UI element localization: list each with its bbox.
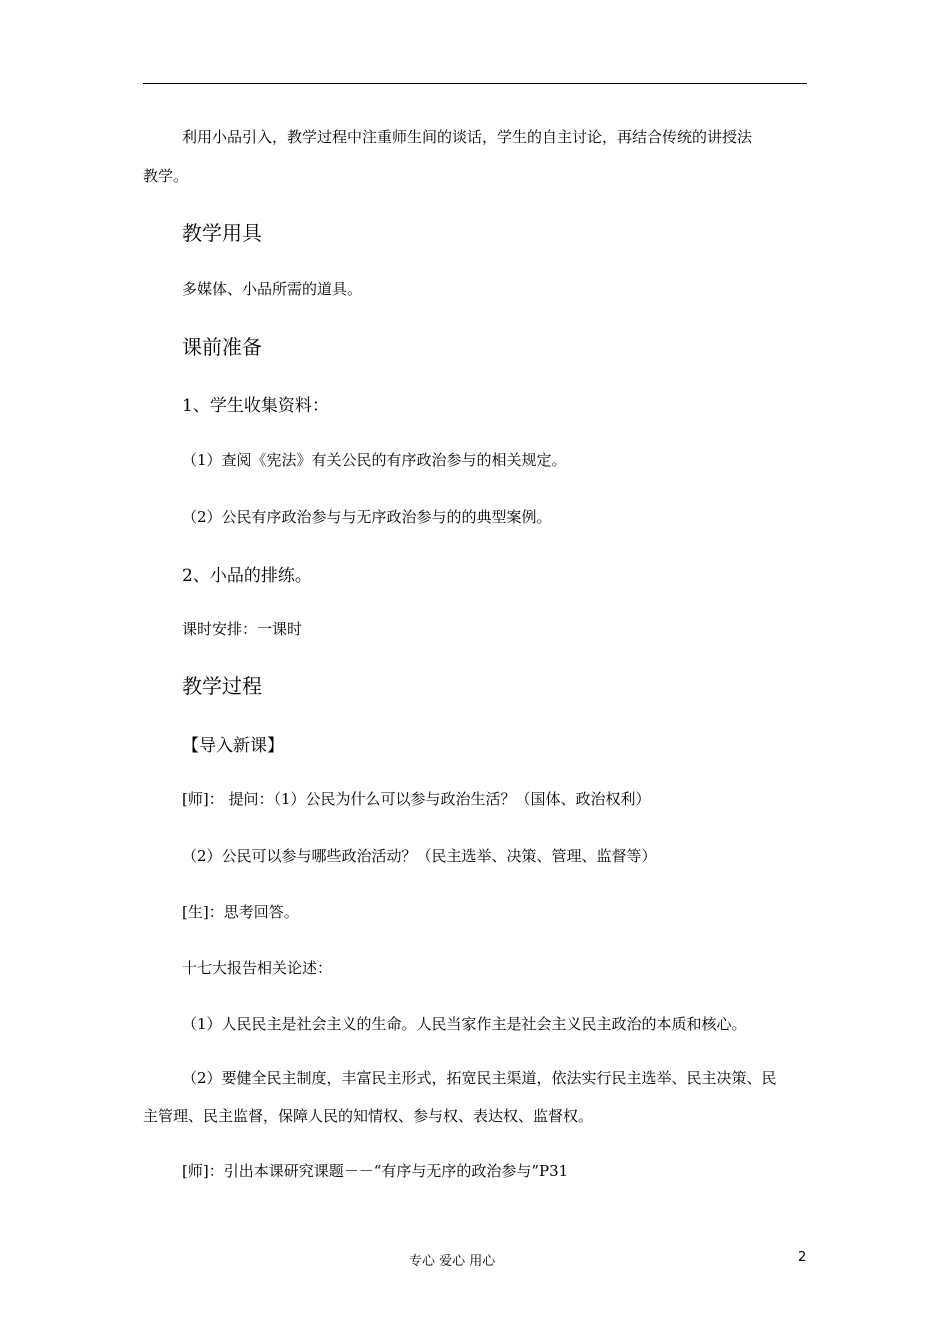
intro-section-label: 【导入新课】 [182,736,284,756]
process-heading: 教学过程 [182,674,262,698]
report-item-2-line-1: （2）要健全民主制度，丰富民主形式，拓宽民主渠道，依法实行民主选举、民主决策、民 [182,1069,777,1087]
tools-heading: 教学用具 [182,221,262,245]
page-number: 2 [798,1250,807,1265]
prep-item-1a: （1）查阅《宪法》有关公民的有序政治参与的相关规定。 [182,451,567,469]
prep-item-1: 1、学生收集资料： [182,396,329,416]
student-answer: [生]：思考回答。 [182,903,299,921]
footer-motto: 专心 爱心 用心 [409,1254,496,1269]
report-item-1: （1）人民民主是社会主义的生命。人民当家作主是社会主义民主政治的本质和核心。 [182,1015,747,1033]
prep-item-1b: （2）公民有序政治参与与无序政治参与的的典型案例。 [182,508,552,526]
tools-text: 多媒体、小品所需的道具。 [182,280,363,298]
teacher-question: [师]： 提问：（1）公民为什么可以参与政治生活？（国体、政治权利） [182,790,651,808]
prep-heading: 课前准备 [182,335,262,359]
teacher-question-2: （2）公民可以参与哪些政治活动？（民主选举、决策、管理、监督等） [182,847,657,865]
report-heading: 十七大报告相关论述： [182,959,333,977]
teacher-intro: [师]：引出本课研究课题－－“有序与无序的政治参与”P31 [182,1162,569,1180]
intro-paragraph-line-2: 教学。 [143,167,189,185]
report-item-2-line-2: 主管理、民主监督，保障人民的知情权、参与权、表达权、监督权。 [143,1107,594,1125]
prep-item-2: 2、小品的排练。 [182,566,312,586]
intro-paragraph-line-1: 利用小品引入，教学过程中注重师生间的谈话，学生的自主讨论，再结合传统的讲授法 [182,128,753,146]
header-rule [143,83,807,84]
schedule-text: 课时安排：一课时 [182,620,303,638]
